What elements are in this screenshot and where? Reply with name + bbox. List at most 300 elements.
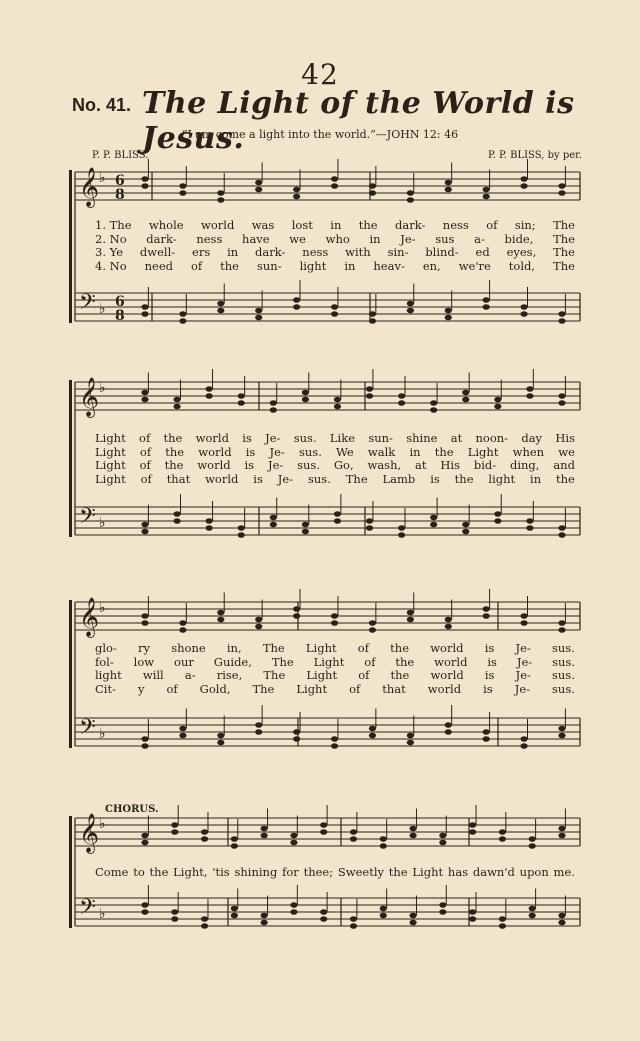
treble-clef-icon: 𝄞	[79, 813, 100, 853]
scripture-reference: “I am come a light into the world.”—JOHN 12: 46	[181, 128, 459, 141]
note-head	[261, 826, 268, 832]
lyric-syllable: is	[253, 471, 263, 486]
note-head	[445, 722, 452, 728]
lyric-syllable: in	[227, 245, 239, 259]
lyric-syllable: was	[251, 218, 275, 232]
flat-icon: ♭	[99, 816, 106, 832]
note-head	[439, 909, 446, 915]
note-head	[409, 826, 416, 832]
note-head	[407, 190, 414, 196]
bass-clef-icon: 𝄢	[79, 504, 96, 534]
lyric-syllable: Light	[313, 654, 345, 669]
flat-icon: ♭	[99, 170, 106, 186]
lyric-line	[95, 669, 575, 683]
lyric-syllable: light	[299, 258, 327, 273]
note-head	[255, 187, 262, 193]
note-head	[331, 613, 338, 619]
note-head	[526, 518, 533, 524]
note-head	[201, 923, 208, 929]
note-head	[141, 183, 148, 189]
lyric-syllable: the	[220, 258, 239, 273]
lyric-syllable: ding,	[509, 458, 540, 472]
lyric-syllable: Lamb	[382, 471, 416, 486]
note-head	[141, 311, 148, 317]
lyric-syllable: 2. No	[95, 231, 127, 246]
note-head	[141, 176, 148, 182]
lyric-syllable: a-	[184, 668, 196, 682]
note-head	[217, 610, 224, 616]
lyric-syllable: Guide,	[213, 654, 252, 669]
note-head	[293, 297, 300, 303]
note-head	[499, 836, 506, 842]
chorus-label: CHORUS.	[105, 804, 159, 815]
note-head	[369, 318, 376, 324]
lyric-syllable: the	[165, 444, 185, 459]
flat-icon: ♭	[99, 726, 106, 742]
note-head	[366, 393, 373, 399]
lyric-syllable: is	[245, 444, 256, 459]
lyric-syllable: of	[486, 218, 498, 232]
lyric-syllable: is	[483, 681, 493, 696]
lyric-syllable: light	[95, 668, 122, 682]
note-head	[445, 180, 452, 186]
note-head	[445, 617, 452, 623]
note-head	[331, 743, 338, 749]
lyric-syllable: Light	[412, 865, 444, 879]
lyric-syllable: We	[336, 444, 354, 459]
note-head	[334, 518, 341, 524]
hymn-number: No. 41.	[72, 95, 132, 115]
bass-clef-icon: 𝄢	[79, 715, 96, 745]
note-head	[293, 736, 300, 742]
lyric-syllable: Go,	[333, 458, 354, 472]
lyric-syllable: eyes,	[506, 245, 537, 259]
lyric-syllable: ness	[196, 231, 223, 246]
note-head	[171, 909, 178, 915]
lyric-syllable: whole	[148, 218, 184, 232]
note-head	[217, 301, 224, 307]
lyric-syllable: of	[140, 471, 152, 486]
note-head	[238, 525, 245, 531]
note-head	[217, 733, 224, 739]
note-head	[331, 176, 338, 182]
lyric-syllable: The	[553, 245, 575, 259]
lyric-syllable: Light,	[173, 865, 208, 879]
lyric-syllable: and	[553, 458, 575, 472]
lyric-syllable: the	[388, 865, 408, 879]
note-head	[369, 183, 376, 189]
lyric-syllable: sin;	[514, 218, 536, 232]
lyric-syllable: for	[282, 865, 299, 879]
lyric-syllable: sus.	[299, 444, 322, 459]
lyric-syllable: the	[358, 218, 378, 232]
note-head	[179, 311, 186, 317]
note-head	[141, 390, 148, 396]
lyric-syllable: bide,	[504, 231, 534, 246]
note-head	[179, 733, 186, 739]
note-head	[369, 190, 376, 196]
lyric-syllable: The	[345, 471, 368, 486]
lyrics-block-4	[95, 866, 575, 880]
lyric-syllable: at	[415, 458, 427, 472]
note-head	[558, 733, 565, 739]
note-head	[255, 617, 262, 623]
note-head	[141, 840, 148, 846]
note-head	[469, 822, 476, 828]
note-head	[483, 194, 490, 200]
note-head	[526, 393, 533, 399]
note-head	[469, 909, 476, 915]
note-head	[469, 916, 476, 922]
lyric-syllable: light	[488, 471, 516, 486]
note-head	[494, 397, 501, 403]
note-head	[331, 620, 338, 626]
note-head	[430, 522, 437, 528]
lyric-line	[95, 432, 575, 446]
note-head	[302, 529, 309, 535]
note-head	[398, 400, 405, 406]
note-head	[201, 836, 208, 842]
lyric-syllable: glo-	[95, 641, 117, 655]
note-head	[520, 743, 527, 749]
lyric-syllable: thee;	[303, 865, 334, 879]
lyric-syllable: dwell-	[139, 245, 176, 259]
note-head	[558, 525, 565, 531]
note-head	[369, 311, 376, 317]
lyric-syllable: of	[139, 444, 152, 459]
lyric-syllable: upon	[519, 865, 549, 879]
lyric-line	[95, 219, 575, 233]
lyric-syllable: Light	[305, 641, 337, 655]
lyric-syllable: with	[345, 245, 371, 259]
note-head	[462, 397, 469, 403]
lyric-line	[95, 866, 575, 880]
note-head	[141, 529, 148, 535]
note-head	[445, 624, 452, 630]
lyric-syllable: that	[382, 681, 406, 696]
note-head	[407, 740, 414, 746]
lyric-syllable: is	[242, 431, 252, 445]
note-head	[529, 836, 536, 842]
note-head	[483, 736, 490, 742]
bass-time-signature-bottom: 8	[115, 308, 125, 324]
note-head	[494, 511, 501, 517]
note-head	[558, 726, 565, 732]
note-head	[366, 386, 373, 392]
flat-icon: ♭	[99, 380, 106, 396]
note-head	[171, 916, 178, 922]
lyric-syllable: need	[144, 258, 173, 273]
note-head	[445, 308, 452, 314]
note-head	[483, 729, 490, 735]
note-head	[320, 916, 327, 922]
note-head	[558, 183, 565, 189]
lyric-syllable: The	[271, 654, 294, 669]
note-head	[380, 836, 387, 842]
lyric-syllable: has	[447, 865, 469, 879]
lyric-syllable: who	[325, 231, 350, 246]
lyric-syllable: sus.	[551, 641, 575, 655]
lyric-syllable: our	[174, 654, 194, 669]
note-head	[558, 920, 565, 926]
note-head	[407, 308, 414, 314]
note-head	[334, 397, 341, 403]
treble-clef-icon: 𝄞	[79, 597, 100, 637]
lyric-syllable: The	[553, 258, 575, 273]
note-head	[462, 529, 469, 535]
note-head	[238, 532, 245, 538]
note-head	[409, 833, 416, 839]
note-head	[462, 522, 469, 528]
lyric-syllable: world	[198, 444, 232, 459]
lyric-syllable: Light	[296, 681, 328, 696]
note-head	[217, 308, 224, 314]
lyric-syllable: we're	[458, 258, 491, 273]
note-head	[290, 909, 297, 915]
note-head	[520, 183, 527, 189]
note-head	[141, 833, 148, 839]
lyric-syllable: fol-	[95, 654, 114, 669]
note-head	[293, 606, 300, 612]
note-head	[238, 393, 245, 399]
lyric-syllable: sun-	[256, 258, 282, 273]
note-head	[409, 913, 416, 919]
note-head	[201, 916, 208, 922]
bass-time-signature-top: 6	[115, 294, 125, 310]
lyric-syllable: of	[357, 641, 369, 655]
bass-clef-icon: 𝄢	[79, 290, 96, 320]
note-head	[445, 187, 452, 193]
lyric-line	[95, 459, 575, 473]
note-head	[369, 627, 376, 633]
note-head	[173, 511, 180, 517]
lyric-syllable: Light	[95, 471, 126, 486]
note-head	[494, 518, 501, 524]
note-head	[320, 822, 327, 828]
system-brace	[69, 816, 72, 928]
lyric-syllable: Like	[329, 431, 356, 445]
note-head	[520, 304, 527, 310]
lyric-syllable: the	[390, 668, 410, 682]
lyric-syllable: 3. Ye	[95, 245, 124, 259]
note-head	[445, 729, 452, 735]
note-head	[483, 606, 490, 612]
lyric-syllable: of	[364, 654, 376, 669]
lyric-syllable: 4. No	[95, 258, 127, 273]
note-head	[302, 397, 309, 403]
lyric-syllable: the	[390, 641, 410, 655]
note-head	[173, 518, 180, 524]
lyric-syllable: Light	[95, 431, 126, 445]
lyric-syllable: world	[205, 471, 239, 486]
lyric-syllable: of	[349, 681, 361, 696]
note-head	[179, 318, 186, 324]
lyric-syllable: of	[166, 681, 178, 696]
note-head	[261, 913, 268, 919]
note-head	[270, 407, 277, 413]
note-head	[238, 400, 245, 406]
lyric-syllable: heav-	[373, 258, 405, 273]
note-head	[483, 613, 490, 619]
lyric-syllable: the	[163, 431, 183, 445]
lyric-syllable: sus.	[552, 654, 575, 669]
lyric-syllable: Cit-	[95, 681, 116, 696]
lyric-syllable: sus.	[297, 458, 320, 472]
lyric-syllable: The	[262, 641, 285, 655]
note-head	[141, 736, 148, 742]
lyric-syllable: the	[395, 654, 415, 669]
lyric-syllable: Gold,	[199, 681, 231, 696]
note-head	[558, 826, 565, 832]
lyric-syllable: will	[142, 668, 164, 682]
note-head	[141, 902, 148, 908]
note-head	[499, 916, 506, 922]
note-head	[350, 916, 357, 922]
note-head	[407, 733, 414, 739]
note-head	[558, 393, 565, 399]
note-head	[366, 525, 373, 531]
lyric-syllable: The	[252, 681, 275, 696]
note-head	[255, 624, 262, 630]
note-head	[255, 308, 262, 314]
lyric-syllable: in,	[226, 641, 242, 655]
flat-icon: ♭	[99, 600, 106, 616]
lyric-line	[95, 683, 575, 697]
lyric-syllable: noon-	[475, 431, 509, 445]
system-brace	[69, 600, 72, 748]
note-head	[141, 613, 148, 619]
lyric-syllable: when	[512, 444, 545, 459]
note-head	[499, 923, 506, 929]
lyric-syllable: Je-	[277, 471, 294, 486]
lyrics-block-1	[95, 219, 575, 273]
note-head	[558, 318, 565, 324]
note-head	[217, 740, 224, 746]
lyric-syllable: low	[133, 654, 155, 669]
lyric-syllable: shone	[171, 641, 206, 655]
note-head	[558, 532, 565, 538]
lyric-syllable: shine	[406, 431, 438, 445]
lyric-syllable: dark-	[255, 245, 286, 259]
note-head	[206, 518, 213, 524]
note-head	[179, 190, 186, 196]
note-head	[302, 390, 309, 396]
note-head	[469, 829, 476, 835]
lyric-syllable: The	[553, 231, 575, 246]
lyric-syllable: world	[434, 654, 468, 669]
lyric-syllable: of	[358, 668, 370, 682]
note-head	[369, 733, 376, 739]
note-head	[526, 525, 533, 531]
note-head	[558, 400, 565, 406]
note-head	[529, 843, 536, 849]
note-head	[206, 525, 213, 531]
note-head	[231, 913, 238, 919]
lyric-syllable: ed	[475, 245, 490, 259]
note-head	[558, 833, 565, 839]
note-head	[350, 836, 357, 842]
lyric-syllable: sus.	[552, 668, 575, 682]
lyric-syllable: told,	[508, 258, 536, 273]
note-head	[529, 913, 536, 919]
lyric-syllable: bid-	[473, 458, 497, 472]
page-number: 42	[301, 58, 339, 91]
note-head	[293, 613, 300, 619]
note-head	[334, 404, 341, 410]
lyric-syllable: we	[289, 231, 306, 246]
note-head	[255, 315, 262, 321]
note-head	[439, 833, 446, 839]
note-head	[350, 829, 357, 835]
note-head	[217, 617, 224, 623]
lyric-syllable: sun-	[368, 431, 393, 445]
note-head	[520, 620, 527, 626]
lyric-syllable: is	[430, 471, 440, 486]
lyric-line	[95, 446, 575, 460]
flat-icon: ♭	[99, 906, 106, 922]
note-head	[231, 836, 238, 842]
lyric-syllable: walk	[367, 444, 396, 459]
lyric-syllable: en,	[422, 258, 441, 273]
note-head	[558, 190, 565, 196]
note-head	[430, 400, 437, 406]
lyric-syllable: at	[450, 431, 463, 445]
note-head	[206, 386, 213, 392]
lyric-syllable: His	[555, 431, 575, 445]
note-head	[255, 722, 262, 728]
note-head	[380, 843, 387, 849]
lyric-syllable: day	[521, 431, 543, 445]
note-head	[558, 627, 565, 633]
lyric-syllable: world	[427, 681, 462, 696]
lyric-line	[95, 642, 575, 656]
note-head	[334, 511, 341, 517]
note-head	[483, 187, 490, 193]
lyric-syllable: sus.	[307, 471, 331, 486]
note-head	[398, 525, 405, 531]
note-head	[407, 610, 414, 616]
note-head	[483, 304, 490, 310]
note-head	[520, 311, 527, 317]
note-head	[173, 404, 180, 410]
lyric-syllable: the	[434, 444, 454, 459]
note-head	[173, 397, 180, 403]
flat-icon: ♭	[99, 515, 106, 531]
lyric-syllable: is	[484, 641, 495, 655]
note-head	[179, 726, 186, 732]
note-head	[141, 909, 148, 915]
note-head	[398, 393, 405, 399]
note-head	[380, 906, 387, 912]
lyric-syllable: is	[244, 458, 255, 472]
note-head	[331, 736, 338, 742]
note-head	[141, 304, 148, 310]
lyric-syllable: sus	[435, 231, 455, 246]
note-head	[407, 301, 414, 307]
note-head	[231, 843, 238, 849]
note-head	[398, 532, 405, 538]
note-head	[462, 390, 469, 396]
arranger-credit: P. P. BLISS, by per.	[488, 150, 582, 161]
lyric-syllable: rise,	[216, 668, 243, 682]
lyric-syllable: in	[409, 444, 421, 459]
note-head	[290, 840, 297, 846]
note-head	[526, 386, 533, 392]
lyric-syllable: the	[149, 865, 169, 879]
note-head	[141, 397, 148, 403]
lyric-syllable: Come	[95, 865, 129, 879]
note-head	[558, 913, 565, 919]
